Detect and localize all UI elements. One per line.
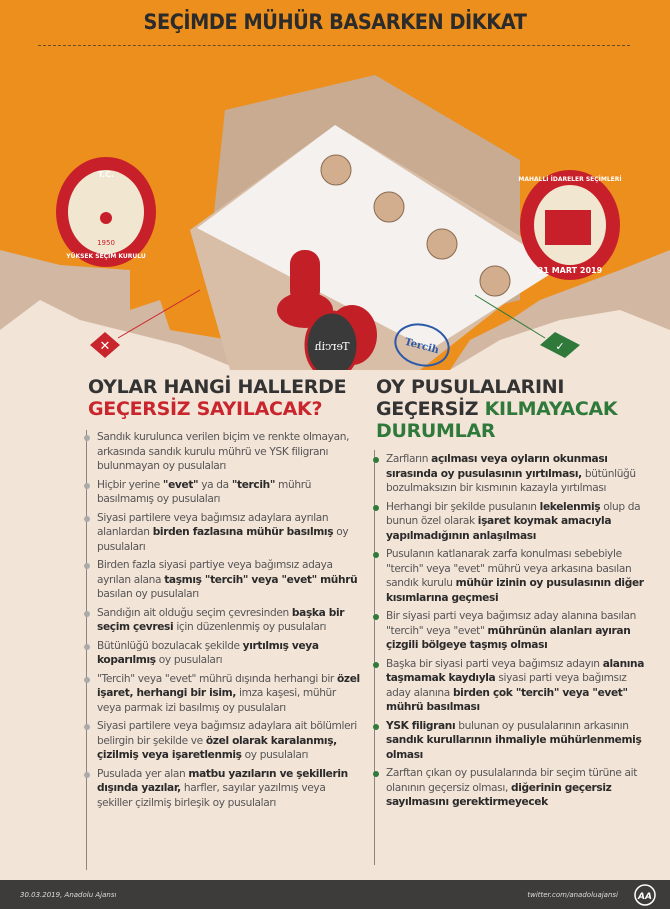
ysk-logo-top: T.C. (97, 170, 115, 179)
emphasis-text: "evet" (162, 478, 199, 491)
item-text: oy pusulaları (97, 526, 349, 553)
item-text: basılan oy pusulaları (97, 588, 199, 600)
right-divider-line (374, 450, 375, 865)
item-text: mührü basılmamış oy pusulaları (97, 478, 312, 505)
emphasis-text: birden çok "tercih" veya "evet" mührü basılması (386, 686, 628, 713)
imprint-text: Tercih (403, 336, 440, 357)
list-item (386, 609, 654, 653)
emphasis-text: taşmış "tercih" veya "evet" mührü (164, 573, 358, 586)
footer-credit: 30.03.2019, Anadolu Ajansı (20, 891, 117, 899)
svg-text:✓: ✓ (555, 340, 565, 353)
list-item (386, 500, 654, 544)
valid-cases-list (386, 452, 654, 814)
bullet-icon (84, 516, 90, 522)
bullet-icon (373, 724, 379, 730)
header-illustration (0, 0, 670, 370)
emphasis-text: lekelenmiş (539, 500, 601, 513)
emphasis-text: alanına taşmamak kaydıyla (386, 657, 645, 684)
emphasis-text: sandık kurullarının ihmaliyle mühürlenmemiş olması (386, 734, 642, 761)
left-heading-line1: OYLAR HANGİ HALLERDE (88, 376, 347, 398)
emphasis-text: özel olarak karalanmış, çizilmiş veya işaretlenmiş (97, 734, 337, 761)
aa-logo-text: AA (638, 892, 652, 902)
item-text: olup da bunun özel olarak (386, 500, 641, 527)
emphasis-text: birden fazlasına mühür basılmış (152, 526, 334, 538)
svg-text:✕: ✕ (99, 339, 111, 354)
emphasis-text: "tercih" (231, 478, 276, 491)
item-text: Siyasi partilere veya bağımsız adaylara ait bölümleri belirgin bir şekilde ve (97, 720, 357, 747)
item-text: ya da (198, 478, 232, 491)
bullet-icon (84, 611, 90, 617)
list-item (386, 657, 654, 715)
emphasis-text: YSK filigranı (386, 719, 456, 732)
item-text: Pusulanın katlanarak zarfa konulması sebebiyle "tercih" veya "evet" mührü veya arkasına basılan sandık kurulu (386, 548, 632, 589)
aa-logo-icon (634, 884, 656, 906)
bullet-icon (373, 457, 379, 463)
item-text: oy pusulaları (241, 749, 309, 761)
item-text: Bir siyasi parti veya bağımsız aday alanına basılan "tercih" veya "evet" (386, 610, 637, 637)
list-item (97, 511, 362, 555)
list-item (97, 558, 362, 602)
bullet-icon (84, 644, 90, 650)
bullet-icon (373, 771, 379, 777)
bullet-icon (84, 435, 90, 441)
emphasis-text: başka bir seçim çevresi (97, 606, 345, 633)
item-text: Herhangi bir şekilde pusulanın (386, 500, 540, 513)
right-heading-line3: DURUMLAR (376, 420, 496, 442)
item-text: Hiçbir yerine (97, 478, 163, 491)
list-item (386, 766, 654, 810)
emphasis-text: yırtılmış veya koparılmış (97, 639, 319, 666)
election-logo-date: 31 MART 2019 (537, 266, 603, 275)
list-item (97, 430, 362, 474)
list-item (386, 547, 654, 605)
list-item (97, 767, 362, 811)
item-text: Bütünlüğü bozulacak şekilde (97, 639, 243, 652)
item-text: imza kaşesi, mühür veya parmak izi basılmış oy pusulaları (97, 687, 336, 714)
bullet-icon (373, 505, 379, 511)
bullet-icon (84, 772, 90, 778)
bullet-icon (84, 563, 90, 569)
item-text: Zarftan çıkan oy pusulalarında bir seçim türüne ait olanının geçersiz olması, (386, 767, 638, 794)
emphasis-text: özel işaret, herhangi bir isim, (97, 672, 360, 699)
list-item (97, 639, 362, 668)
right-heading-line1: OY PUSULALARINI (376, 376, 565, 398)
emphasis-text: mühür izinin oy pusulasının diğer kısımlarına geçmesi (386, 577, 644, 604)
right-heading-line2b: KILMAYACAK (484, 398, 618, 420)
list-item (386, 452, 654, 496)
item-text: Birden fazla siyasi partiye veya bağımsız adaya ayrılan alana (97, 559, 333, 586)
ysk-logo-year: 1950 (97, 239, 115, 247)
item-text: "Tercih" veya "evet" mührü dışında herhangi bir (97, 672, 337, 685)
list-item (97, 672, 362, 716)
emphasis-text: işaret koymak amacıyla yapılmadığının anlaşılması (386, 515, 612, 542)
title-divider (38, 45, 630, 46)
stamp-text: Tercih (314, 340, 350, 353)
item-text: Zarfların (386, 453, 432, 465)
item-text: Pusulada yer alan (97, 767, 189, 780)
item-text: harfler, sayılar yazılmış veya şekiller çizilmiş birleşik oy pusulaları (97, 782, 326, 809)
bullet-icon (84, 483, 90, 489)
item-text: siyasi parti veya bağımsız aday alanına (386, 672, 627, 699)
page-title: SEÇİMDE MÜHÜR BASARKEN DİKKAT (143, 10, 527, 34)
left-heading (88, 376, 346, 420)
item-text: bütünlüğü bozulmaksızın bir kısmının kazayla yırtılması (386, 467, 636, 494)
ysk-logo (56, 157, 156, 267)
ysk-logo-ring: YÜKSEK SEÇİM KURULU (66, 253, 146, 260)
emphasis-text: mührünün alanları ayıran çizgili bölgeye taşmış olması (386, 624, 631, 651)
item-text: Sandık kurulunca verilen biçim ve renkte olmayan, arkasında sandık kurulu mührü ve YSK filigranı bulunmayan oy pusulaları (97, 431, 350, 472)
left-divider-line (86, 430, 87, 870)
emphasis-text: matbu yazıların ve şekillerin dışında yazılar, (97, 767, 348, 794)
emphasis-text: açılması veya oyların okunması sırasında oy pusulasının yırtılması, (386, 453, 608, 480)
emphasis-text: diğerinin geçersiz sayılmasını gerektirmeyecek (386, 781, 612, 808)
footer (0, 880, 670, 909)
item-text: Sandığın ait olduğu seçim çevresinden (97, 606, 292, 619)
bullet-icon (373, 552, 379, 558)
bullet-icon (373, 614, 379, 620)
item-text: için düzenlenmiş oy pusulaları (173, 621, 327, 633)
item-text: bulunan oy pusulalarının arkasının (455, 719, 629, 732)
item-text: oy pusulaları (155, 654, 223, 666)
bullet-icon (373, 662, 379, 668)
list-item (386, 719, 654, 763)
election-logo-ring: MAHALLİ İDARELER SEÇİMLERİ (518, 176, 622, 183)
right-heading-line2a: GEÇERSİZ (376, 398, 485, 420)
left-heading-line2: GEÇERSİZ SAYILACAK? (88, 398, 323, 420)
bullet-icon (84, 677, 90, 683)
invalid-cases-list (97, 430, 362, 814)
right-heading (376, 376, 617, 442)
item-text: Siyasi partilere veya bağımsız adaylara ayrılan alanlardan (97, 511, 329, 538)
list-item (97, 606, 362, 635)
bullet-icon (84, 724, 90, 730)
list-item (97, 478, 362, 507)
item-text: Başka bir siyasi parti veya bağımsız adayın (386, 657, 603, 670)
twitter-link[interactable]: twitter.com/anadoluajansi (527, 891, 618, 899)
list-item (97, 719, 362, 763)
